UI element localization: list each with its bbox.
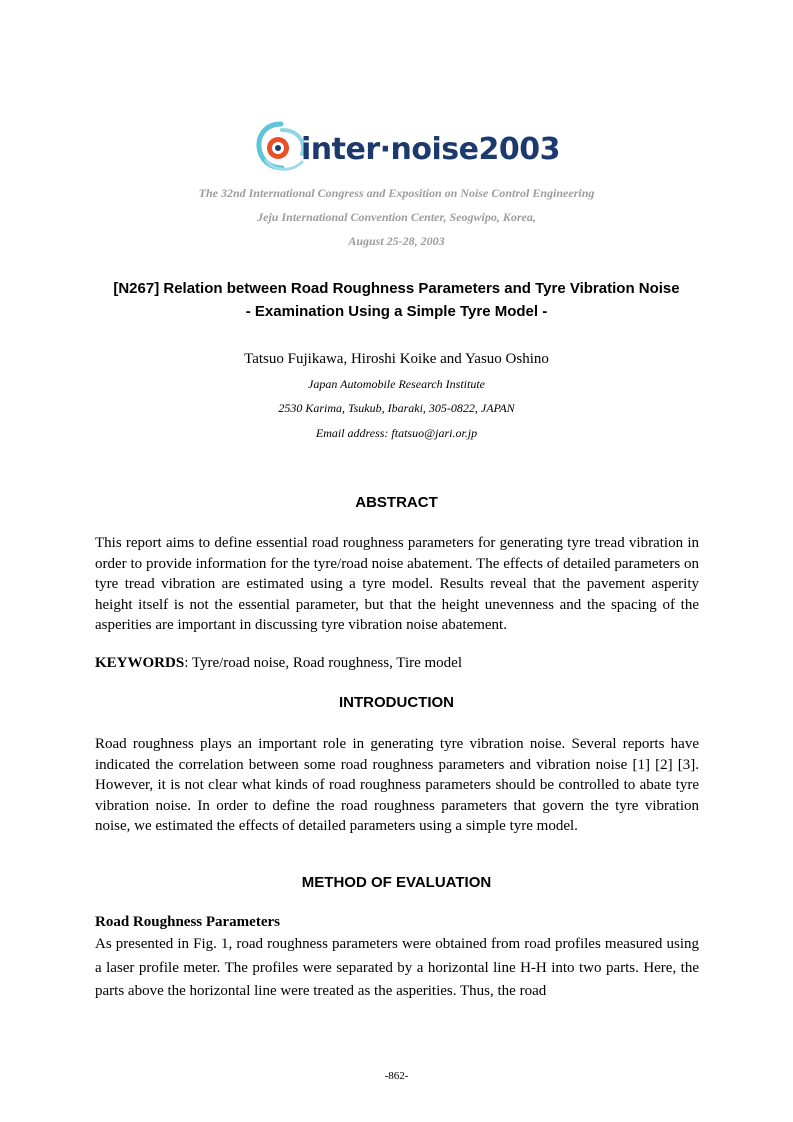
conference-logo bbox=[0, 118, 793, 176]
abstract-heading: ABSTRACT bbox=[355, 494, 438, 511]
conference-dates: August 25-28, 2003 bbox=[348, 234, 445, 248]
author-list: Tatsuo Fujikawa, Hiroshi Koike and Yasuo Oshino bbox=[244, 351, 549, 367]
page-number: -862- bbox=[384, 1070, 409, 1082]
paper-title: [N267] Relation between Road Roughness Parameters and Tyre Vibration Noise bbox=[113, 280, 680, 297]
affiliation-address: 2530 Karima, Tsukub, Ibaraki, 305-0822, JAPAN bbox=[278, 401, 515, 415]
conference-name: The 32nd International Congress and Exposition on Noise Control Engineering bbox=[198, 186, 595, 200]
conference-venue: Jeju International Convention Center, Seogwipo, Korea, bbox=[257, 210, 536, 224]
affiliation-institute: Japan Automobile Research Institute bbox=[308, 377, 485, 391]
introduction-heading: INTRODUCTION bbox=[339, 694, 454, 711]
keywords-label: KEYWORDS bbox=[95, 655, 185, 671]
method-heading: METHOD OF EVALUATION bbox=[301, 874, 492, 891]
method-subheading: Road Roughness Parameters bbox=[95, 914, 280, 930]
affiliation-email: Email address: ftatsuo@jari.or.jp bbox=[315, 426, 478, 440]
keywords-list: : Tyre/road noise, Road roughness, Tire model bbox=[184, 655, 463, 671]
keywords-line bbox=[95, 655, 699, 672]
paper-subtitle: - Examination Using a Simple Tyre Model - bbox=[245, 303, 548, 320]
logo-wordmark: inter·noise2003 bbox=[301, 132, 560, 167]
introduction-text: Road roughness plays an important role in generating tyre vibration noise. Several reports have indicated the correlation between some road roughness parameters and vibration noise [1] [2] [3]. However, it is not clear what kinds of road roughness parameters should be controlled to abate tyre vibration noise. In order to define the road roughness parameters that govern the tyre vibration noise, we estimated the effects of detailed parameters using a simple tyre model. bbox=[95, 736, 699, 835]
method-text: As presented in Fig. 1, road roughness parameters were obtained from road profiles measured using a laser profile meter. The profiles were separated by a horizontal line H-H into two parts. Here, the parts above the horizontal line were treated as the asperities. Thus, the road bbox=[95, 936, 699, 1000]
abstract-text: This report aims to define essential road roughness parameters for generating tyre tread vibration in order to provide information for the tyre/road noise abatement. The effects of detailed parameters on tyre tread vibration are estimated using a tyre model. Results reveal that the pavement asperity height itself is not the essential parameter, but that the height unevenness and the spacing of the asperities are important in discussing tyre vibration noise abatement. bbox=[95, 535, 699, 634]
